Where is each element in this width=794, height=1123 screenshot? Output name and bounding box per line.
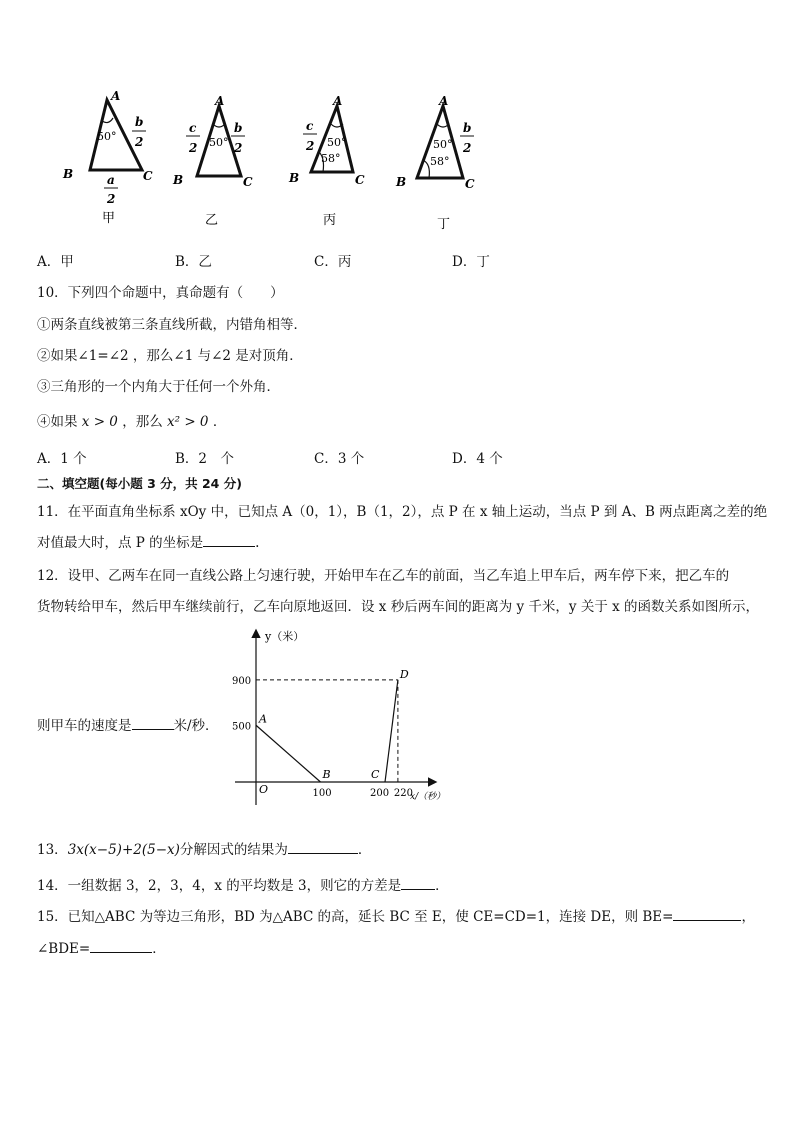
math-x2-gt-0: x² > 0 xyxy=(167,414,209,430)
side-a-num: a xyxy=(107,173,115,187)
angle-a: 50° xyxy=(327,136,347,149)
q12-line-2: 货物转给甲车，然后甲车继续前行，乙车向原地返回．设 x 秒后两车间的距离为 y 千米，y 关于 x 的函数关系如图所示， xyxy=(37,599,760,615)
q10-proposition-4: ④如果 x > 0 ，那么 x² > 0 ． xyxy=(37,414,227,430)
q10-proposition-2: ②如果∠1=∠2 ，那么∠1 与∠2 是对顶角． xyxy=(37,348,303,364)
label-a: A xyxy=(111,89,121,103)
segment-ab xyxy=(256,725,321,782)
q11-answer-blank[interactable] xyxy=(203,532,255,547)
point-label-a: A xyxy=(259,712,267,726)
label-b: B xyxy=(173,173,184,187)
label-a: A xyxy=(215,94,225,108)
triangle-figures xyxy=(55,88,495,233)
q10-option-c[interactable]: C．3 个 xyxy=(314,451,365,467)
q14: 14．一组数据 3，2，3，4，x 的平均数是 3，则它的方差是 ． xyxy=(37,874,449,894)
q15-be-blank[interactable] xyxy=(673,906,741,921)
figure-ding xyxy=(395,94,475,232)
label-b: B xyxy=(289,171,300,185)
distance-time-chart xyxy=(225,625,465,815)
side-b-num: b xyxy=(463,121,472,135)
side-c-num: c xyxy=(306,119,314,133)
y-tick-900: 900 xyxy=(232,675,252,687)
side-c-num: c xyxy=(189,121,197,135)
figure-bing xyxy=(288,94,365,228)
q10-proposition-1: ①两条直线被第三条直线所截，内错角相等． xyxy=(37,317,307,333)
x-tick-220: 220 xyxy=(393,788,413,799)
x-axis-label: x/（秒） xyxy=(410,792,446,802)
side-b-num: b xyxy=(135,115,144,129)
label-a: A xyxy=(439,94,449,108)
figure-name: 丁 xyxy=(437,217,451,232)
q12-answer-blank[interactable] xyxy=(132,715,174,730)
side-a-den: 2 xyxy=(107,192,116,206)
figure-jia xyxy=(62,89,153,226)
label-c: C xyxy=(243,175,253,189)
q13-answer-blank[interactable] xyxy=(288,839,358,854)
angle-a: 50° xyxy=(209,136,229,149)
label-c: C xyxy=(355,173,365,187)
side-b-den: 2 xyxy=(234,141,243,155)
q15-line-1: 15．已知△ABC 为等边三角形，BD 为△ABC 的高，延长 BC 至 E，使 CE=CD=1，连接 DE，则 BE= ， xyxy=(37,905,755,925)
q10-option-a[interactable]: A．1 个 xyxy=(37,451,87,467)
side-b-den: 2 xyxy=(135,135,144,149)
q9-option-a[interactable]: A．甲 xyxy=(37,254,74,270)
angle-b: 58° xyxy=(430,155,450,168)
y-tick-500: 500 xyxy=(232,721,252,733)
label-c: C xyxy=(143,169,153,183)
side-b-num: b xyxy=(234,121,243,135)
x-tick-100: 100 xyxy=(312,788,332,799)
label-a: A xyxy=(333,94,343,108)
q13: 13．3x(x−5)+2(5−x)分解因式的结果为 ． xyxy=(37,838,371,858)
figure-name: 甲 xyxy=(102,211,116,226)
figure-name: 乙 xyxy=(205,213,219,228)
q10-option-d[interactable]: D．4 个 xyxy=(452,451,503,467)
origin-label: O xyxy=(259,783,269,796)
q9-option-b[interactable]: B．乙 xyxy=(175,254,212,270)
q12-line-3: 则甲车的速度是 米/秒． xyxy=(37,714,219,734)
point-label-d: D xyxy=(399,667,409,681)
q10-option-b[interactable]: B．2 个 xyxy=(175,451,235,467)
q10-proposition-3: ③三角形的一个内角大于任何一个外角． xyxy=(37,379,280,395)
point-label-b: B xyxy=(322,768,331,781)
figure-name: 丙 xyxy=(323,213,337,228)
x-tick-200: 200 xyxy=(370,788,390,799)
angle-a: 50° xyxy=(97,130,117,143)
side-b-den: 2 xyxy=(463,141,472,155)
q15-line-2: ∠BDE= ． xyxy=(37,937,166,957)
section-heading: 二、填空题(每小题 3 分，共 24 分) xyxy=(37,476,242,491)
segment-cd xyxy=(385,680,398,782)
y-axis-label: y（米） xyxy=(265,630,305,643)
side-c-den: 2 xyxy=(306,139,315,153)
q13-expression: 3x(x−5)+2(5−x) xyxy=(67,842,180,858)
q9-option-d[interactable]: D．丁 xyxy=(452,254,490,270)
math-x-gt-0: x > 0 xyxy=(81,414,118,430)
angle-b: 58° xyxy=(321,152,341,165)
label-b: B xyxy=(396,175,407,189)
q11-line-1: 11．在平面直角坐标系 xOy 中，已知点 A（0，1），B（1，2），点 P 在 x 轴上运动，当点 P 到 A、B 两点距离之差的绝 xyxy=(37,504,768,520)
q9-option-c[interactable]: C．丙 xyxy=(314,254,352,270)
figure-yi xyxy=(172,94,253,228)
q12-line-1: 12．设甲、乙两车在同一直线公路上匀速行驶，开始甲车在乙车的前面，当乙车追上甲车后，两车停下来，把乙车的 xyxy=(37,568,730,584)
q14-answer-blank[interactable] xyxy=(401,875,435,890)
q10-stem: 10．下列四个命题中，真命题有（ ） xyxy=(37,285,284,301)
side-c-den: 2 xyxy=(189,141,198,155)
q15-angle-blank[interactable] xyxy=(90,938,152,953)
q11-line-2: 对值最大时，点 P 的坐标是 . xyxy=(37,531,259,551)
angle-a: 50° xyxy=(433,138,453,151)
point-label-c: C xyxy=(371,768,380,781)
label-b: B xyxy=(63,167,74,181)
label-c: C xyxy=(465,177,475,191)
